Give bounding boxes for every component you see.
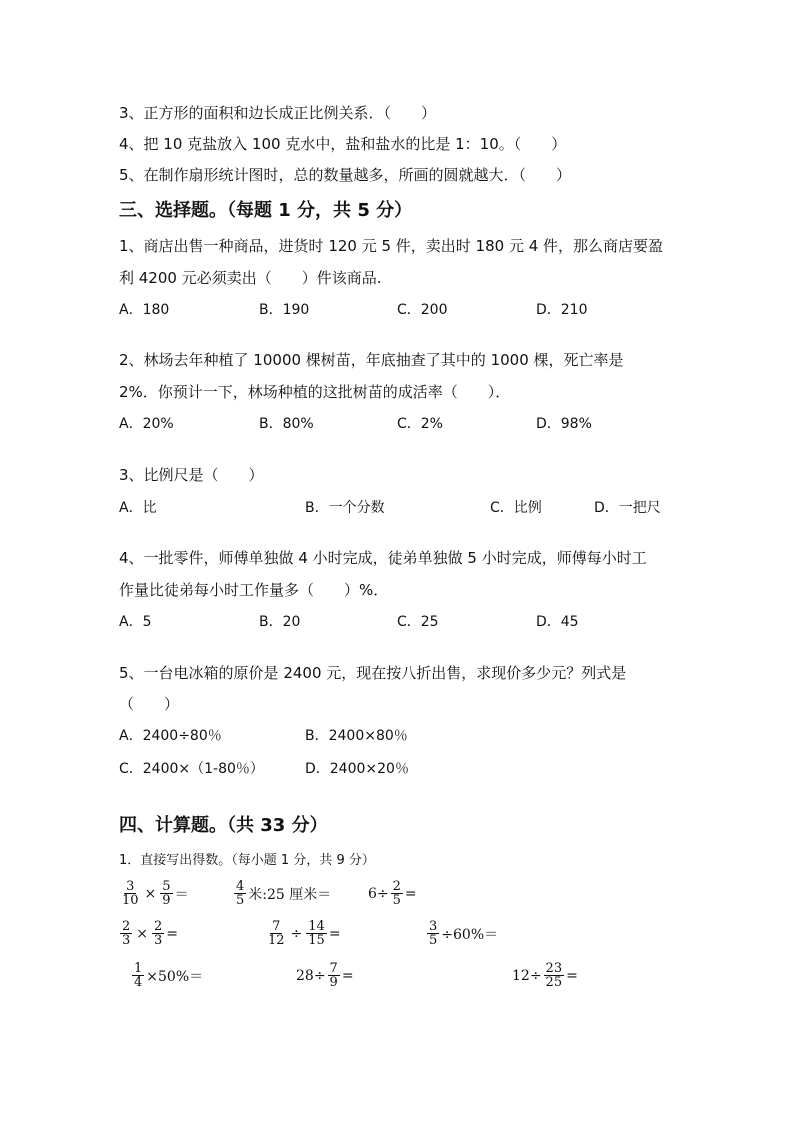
choice-q5-option-b: B．2400×80％: [305, 728, 408, 744]
calc-expr-8: 28÷ $\frac{7}{9}$ =: [296, 961, 354, 990]
calc-expr-6: $\frac{3}{5}$ ÷60%＝: [429, 919, 499, 948]
choice-q4-option-a: A．5: [119, 614, 152, 630]
choice-q2-option-d: D．98%: [536, 416, 592, 432]
choice-q3-option-d: D．一把尺: [594, 500, 661, 516]
section-4-title: 四、计算题。（共 33 分）: [119, 815, 328, 836]
choice-q2-stem-line-2: 2%．你预计一下，林场种植的这批树苗的成活率（ ）．: [119, 383, 511, 401]
choice-q4-stem-line-2: 作量比徒弟每小时工作量多（ ）%．: [119, 581, 389, 599]
calc-expr-3: 6÷ $\frac{2}{5}$ =: [368, 879, 417, 908]
choice-q4-option-d: D．45: [536, 614, 579, 630]
choice-q1-option-b: B．190: [259, 302, 310, 318]
choice-q2-option-c: C．2%: [397, 416, 443, 432]
calc-expr-9: 12÷ $\frac{23}{25}$ =: [512, 961, 578, 990]
calc-sub-1-title: 1．直接写出得数。（每小题 1 分，共 9 分）: [119, 853, 375, 868]
choice-q3-option-b: B．一个分数: [305, 500, 385, 516]
judgement-question-4: 4、把 10 克盐放入 100 克水中，盐和盐水的比是 1：10。（ ）: [119, 135, 567, 153]
choice-q3-option-a: A．比: [119, 500, 157, 516]
judgement-question-3: 3、正方形的面积和边长成正比例关系．（ ）: [119, 104, 437, 122]
section-3-title: 三、选择题。（每题 1 分，共 5 分）: [119, 200, 413, 221]
choice-q3-stem-line-1: 3、比例尺是（ ）: [119, 466, 264, 484]
calc-expr-5: $\frac{7}{12}$ ÷ $\frac{14}{15}$ =: [268, 919, 341, 948]
calc-expr-2: $\frac{4}{5}$ 米:25 厘米＝: [236, 879, 332, 908]
choice-q1-stem-line-2: 利 4200 元必须卖出（ ）件该商品.: [119, 269, 382, 287]
choice-q1-option-c: C．200: [397, 302, 448, 318]
choice-q2-stem-line-1: 2、林场去年种植了 10000 棵树苗，年底抽查了其中的 1000 棵，死亡率是: [119, 351, 624, 369]
choice-q4-option-c: C．25: [397, 614, 439, 630]
choice-q2-option-b: B．80%: [259, 416, 314, 432]
choice-q4-stem-line-1: 4、一批零件，师傅单独做 4 小时完成，徒弟单独做 5 小时完成，师傅每小时工: [119, 549, 647, 567]
choice-q5-option-a: A．2400÷80％: [119, 728, 222, 744]
calc-expr-4: $\frac{2}{3}$ × $\frac{2}{3}$ =: [122, 919, 179, 948]
choice-q4-option-b: B．20: [259, 614, 301, 630]
choice-q3-option-c: C．比例: [490, 500, 542, 516]
choice-q2-option-a: A．20%: [119, 416, 174, 432]
choice-q5-stem-line-1: 5、一台电冰箱的原价是 2400 元，现在按八折出售，求现价多少元？列式是: [119, 664, 627, 682]
choice-q5-option-d: D．2400×20％: [305, 761, 409, 777]
choice-q1-stem-line-1: 1、商店出售一种商品，进货时 120 元 5 件，卖出时 180 元 4 件，那么商店要盈: [119, 237, 664, 255]
choice-q5-stem-line-2: （ ）: [119, 695, 180, 713]
choice-q5-option-c: C．2400×（1-80％）: [119, 761, 264, 777]
choice-q1-option-a: A．180: [119, 302, 170, 318]
judgement-question-5: 5、在制作扇形统计图时，总的数量越多，所画的圆就越大．（ ）: [119, 166, 572, 184]
calc-expr-7: $\frac{1}{4}$ ×50%＝: [134, 961, 204, 990]
choice-q1-option-d: D．210: [536, 302, 588, 318]
calc-expr-1: $\frac{3}{10}$ × $\frac{5}{9}$ ＝: [122, 879, 189, 908]
